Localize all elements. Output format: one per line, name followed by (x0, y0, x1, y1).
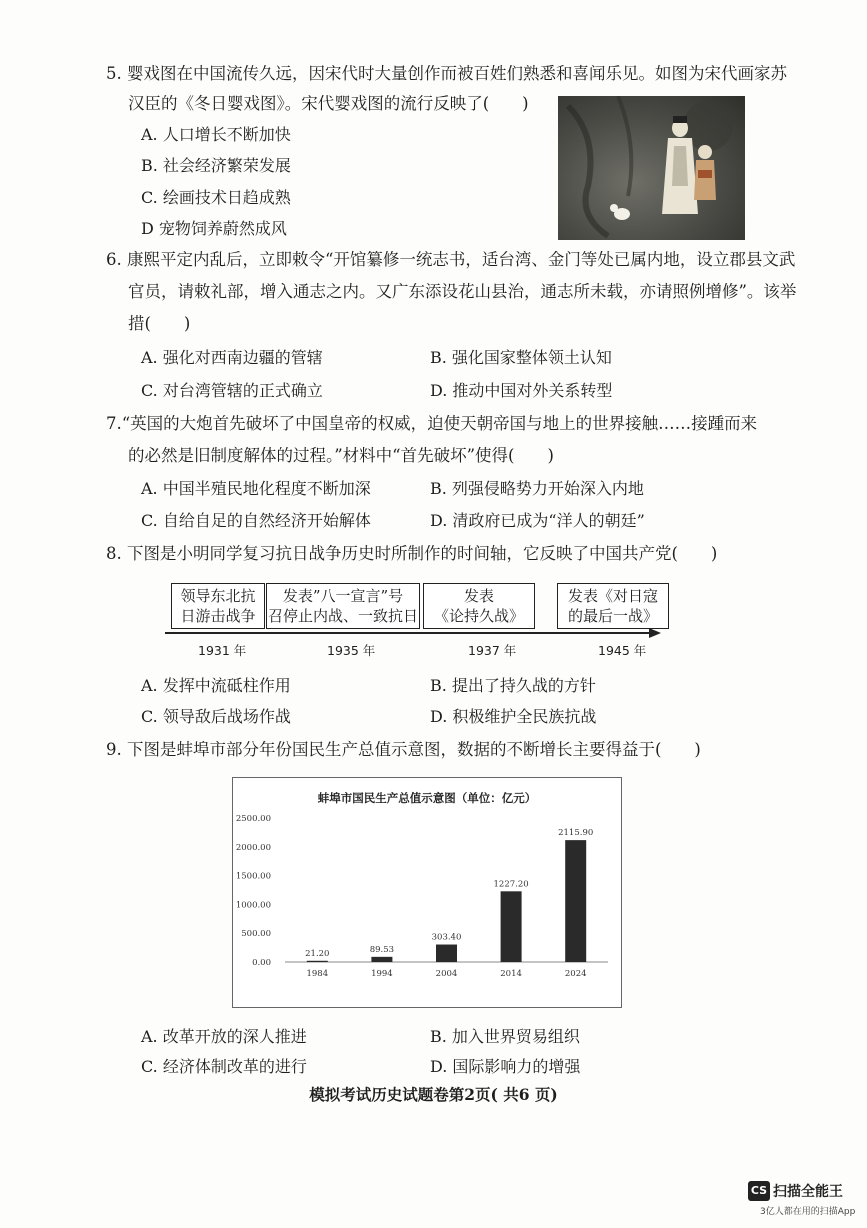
q6-stem-line2: 官员，请敕礼部，增入通志之内。又广东添设花山县治，通志所未载，亦请照例增修”。该举 (128, 282, 797, 301)
timeline-event-text: 的最后一战》 (567, 607, 658, 625)
bar-1994 (371, 957, 392, 962)
q9-option-c: C. 经济体制改革的进行 (141, 1057, 307, 1076)
q5-stem-line1: 5. 婴戏图在中国流传久远，因宋代时大量创作而被百姓们熟悉和喜闻乐见。如图为宋代画家苏 (106, 64, 787, 83)
timeline-event-text: 发表 (463, 587, 494, 605)
q8-stem: 8. 下图是小明同学复习抗日战争历史时所制作的时间轴，它反映了中国共产党( ) (106, 544, 718, 563)
timeline-event-text: 发表《对日寇 (567, 587, 658, 605)
scanner-logo-icon: CS (748, 1181, 770, 1201)
q6-option-a: A. 强化对西南边疆的管辖 (141, 348, 323, 367)
data-label-2024: 2115.90 (558, 828, 594, 839)
y-tick-label: 500.00 (241, 929, 271, 940)
chart-canvas (233, 778, 621, 1007)
timeline-year: 1931 年 (198, 643, 247, 658)
q7-stem-line1: 7.“英国的大炮首先破坏了中国皇帝的权威，迫使天朝帝国与地上的世界接触……接踵而来 (106, 414, 758, 433)
q7-option-a: A. 中国半殖民地化程度不断加深 (141, 479, 371, 498)
q9-option-a: A. 改革开放的深人推进 (141, 1027, 307, 1046)
x-tick-label-2004: 2004 (435, 969, 458, 979)
page-footer: 模拟考试历史试题卷第2页( 共6 页) (309, 1085, 558, 1104)
q7-option-b: B. 列强侵略势力开始深入内地 (430, 479, 644, 498)
timeline-year: 1937 年 (468, 643, 517, 658)
q9-stem: 9. 下图是蚌埠市部分年份国民生产总值示意图，数据的不断增长主要得益于( ) (106, 740, 701, 759)
timeline-event-text: 领导东北抗 (180, 587, 256, 605)
timeline-year: 1945 年 (598, 643, 647, 658)
q5-option-a: A. 人口增长不断加快 (141, 125, 291, 144)
q5-stem-line2: 汉臣的《冬日婴戏图》。宋代婴戏图的流行反映了( ) (128, 94, 529, 113)
q8-option-a: A. 发挥中流砥柱作用 (141, 676, 291, 695)
q9-option-d: D. 国际影响力的增强 (430, 1057, 581, 1076)
x-tick-label-2014: 2014 (500, 969, 522, 979)
y-tick-label: 0.00 (252, 958, 271, 968)
timeline-event-text: 日游击战争 (180, 607, 256, 625)
timeline-event-text: 召停止内战、一致抗日 (267, 607, 418, 625)
bar-2004 (436, 945, 457, 962)
x-tick-label-1984: 1984 (306, 969, 329, 979)
bar-2024 (565, 840, 586, 962)
q6-stem-line3: 措( ) (128, 314, 191, 333)
q7-option-c: C. 自给自足的自然经济开始解体 (141, 511, 371, 530)
q9-option-b: B. 加入世界贸易组织 (430, 1027, 580, 1046)
timeline-event-1945 (557, 583, 669, 629)
timeline-event-1935 (266, 583, 420, 629)
y-tick-label: 2500.00 (235, 814, 271, 824)
data-label-1994: 89.53 (369, 944, 395, 955)
q7-option-d: D. 清政府已成为“洋人的朝廷” (430, 511, 645, 530)
data-label-2004: 303.40 (431, 932, 462, 943)
q8-option-b: B. 提出了持久战的方针 (430, 676, 596, 695)
q6-option-c: C. 对台湾管辖的正式确立 (141, 381, 323, 400)
bar-2014 (501, 891, 522, 962)
q8-option-c: C. 领导敌后战场作战 (141, 707, 291, 726)
x-tick-label-1994: 1994 (371, 969, 393, 979)
y-tick-label: 1500.00 (235, 871, 271, 882)
painting-illustration (558, 96, 745, 240)
timeline-event-1937 (423, 583, 535, 629)
q5-option-d: D 宠物饲养蔚然成风 (141, 219, 287, 238)
timeline-event-text: 发表”八一宣言”号 (282, 587, 404, 605)
timeline-event-text: 《论持久战》 (433, 607, 524, 625)
q5-option-c: C. 绘画技术日趋成熟 (141, 188, 291, 207)
scanner-brand: 扫描全能王 (773, 1183, 843, 1200)
q6-option-d: D. 推动中国对外关系转型 (430, 381, 613, 400)
scanner-slogan: 3亿人都在用的扫描App (760, 1207, 856, 1217)
q5-option-b: B. 社会经济繁荣发展 (141, 156, 291, 175)
chart-title: 蚌埠市国民生产总值示意图（单位：亿元） (317, 791, 537, 805)
timeline-event-1931 (171, 583, 265, 629)
q6-option-b: B. 强化国家整体领土认知 (430, 348, 612, 367)
q8-option-d: D. 积极维护全民族抗战 (430, 707, 597, 726)
timeline-year: 1935 年 (327, 643, 376, 658)
y-tick-label: 1000.00 (235, 900, 271, 911)
y-tick-label: 2000.00 (235, 842, 271, 853)
q6-stem-line1: 6. 康熙平定内乱后，立即敕令“开馆纂修一统志书，适台湾、金门等处已属内地，设立郡县文武 (106, 250, 796, 269)
data-label-1984: 21.20 (305, 948, 330, 959)
scanner-watermark (748, 1180, 856, 1217)
gdp-bar-chart (232, 777, 622, 1008)
q7-stem-line2: 的必然是旧制度解体的过程。”材料中“首先破坏”使得( ) (128, 446, 554, 465)
data-label-2014: 1227.20 (493, 879, 529, 890)
bar-1984 (307, 961, 328, 962)
x-tick-label-2024: 2024 (564, 969, 587, 979)
winter-children-painting-image (558, 96, 745, 240)
